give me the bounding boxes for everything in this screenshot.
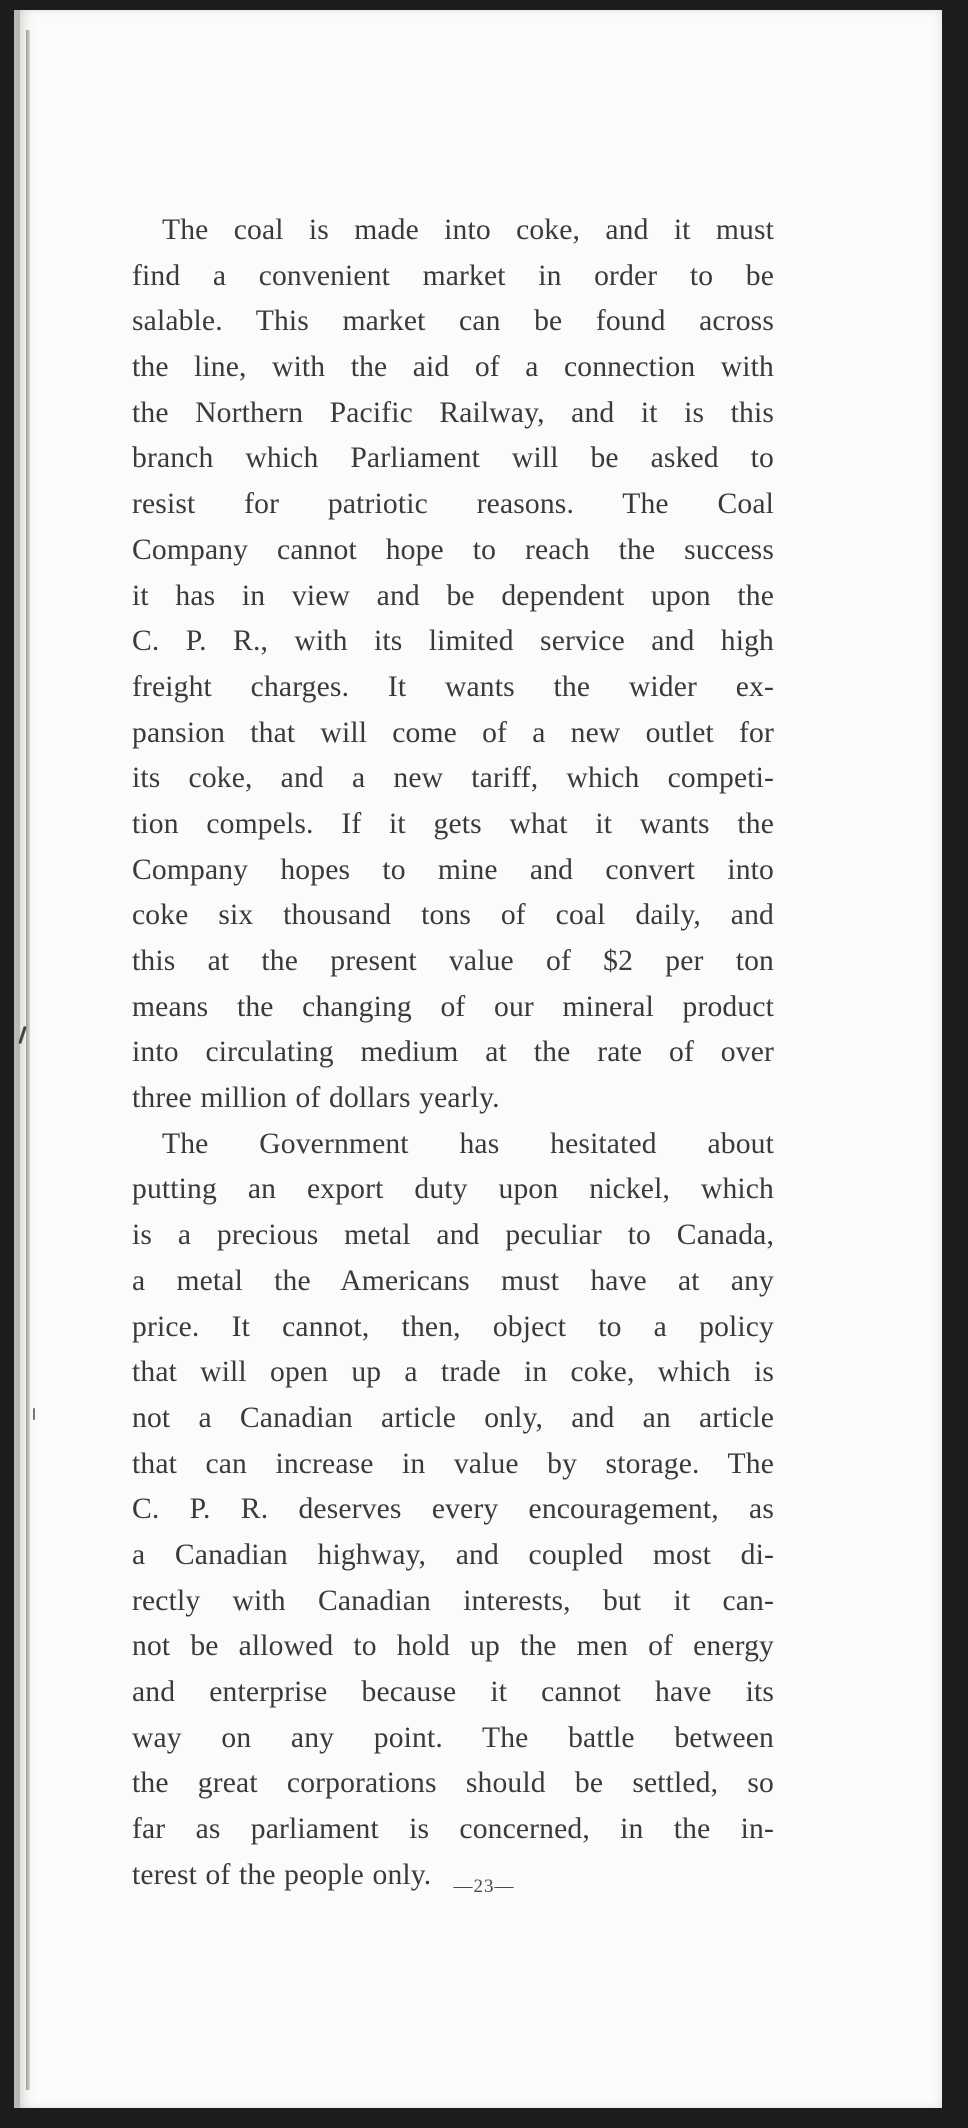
text-line: The Government has hesitated about xyxy=(162,1127,774,1160)
body-text xyxy=(132,208,774,1898)
text-line: C. P. R. deserves every encouragement, as xyxy=(132,1493,774,1526)
text-line: freight charges. It wants the wider ex- xyxy=(132,670,774,703)
text-line: The coal is made into coke, and it must xyxy=(162,214,774,246)
text-line: price. It cannot, then, object to a policy xyxy=(132,1310,774,1343)
text-line: not a Canadian article only, and an article xyxy=(132,1401,774,1434)
text-line: that will open up a trade in coke, which is xyxy=(132,1356,774,1389)
text-line: its coke, and a new tariff, which competi- xyxy=(132,762,774,795)
text-line: into circulating medium at the rate of over xyxy=(132,1036,774,1069)
text-line: terest of the people only. xyxy=(132,1858,432,1891)
text-line: salable. This market can be found across xyxy=(132,305,774,338)
text-line: this at the present value of $2 per ton xyxy=(132,945,774,977)
text-line: rectly with Canadian interests, but it can- xyxy=(132,1584,774,1617)
text-line: way on any point. The battle between xyxy=(132,1721,774,1754)
paragraph-1 xyxy=(132,208,774,1122)
text-line: the great corporations should be settled, so xyxy=(132,1767,774,1800)
text-line: is a precious metal and peculiar to Canada, xyxy=(132,1219,774,1252)
text-line: it has in view and be dependent upon the xyxy=(132,579,774,612)
text-line: means the changing of our mineral product xyxy=(132,990,774,1023)
page-number: —23— xyxy=(453,1876,515,1897)
text-line: the line, with the aid of a connection with xyxy=(132,351,774,384)
text-line: putting an export duty upon nickel, which xyxy=(132,1173,774,1206)
text-line: that can increase in value by storage. The xyxy=(132,1447,774,1480)
text-line: find a convenient market in order to be xyxy=(132,259,774,292)
text-line: not be allowed to hold up the men of energy xyxy=(132,1630,774,1663)
text-line: three million of dollars yearly. xyxy=(132,1082,500,1115)
text-line: Company hopes to mine and convert into xyxy=(132,853,774,886)
paragraph-2 xyxy=(132,1122,774,1899)
text-line: Company cannot hope to reach the success xyxy=(132,533,774,566)
text-line: pansion that will come of a new outlet for xyxy=(132,716,774,749)
margin-mark-lower xyxy=(33,1408,35,1420)
text-line: a metal the Americans must have at any xyxy=(132,1264,774,1297)
page-gutter-shadow xyxy=(26,30,30,2090)
text-line: far as parliament is concerned, in the in- xyxy=(132,1813,774,1846)
text-line: branch which Parliament will be asked to xyxy=(132,442,774,475)
text-line: and enterprise because it cannot have its xyxy=(132,1676,774,1708)
text-line: resist for patriotic reasons. The Coal xyxy=(132,488,774,521)
text-line: C. P. R., with its limited service and high xyxy=(132,625,774,658)
text-line: a Canadian highway, and coupled most di- xyxy=(132,1538,774,1571)
text-line: coke six thousand tons of coal daily, and xyxy=(132,899,774,932)
text-line: the Northern Pacific Railway, and it is this xyxy=(132,396,774,429)
text-line: tion compels. If it gets what it wants the xyxy=(132,807,774,840)
